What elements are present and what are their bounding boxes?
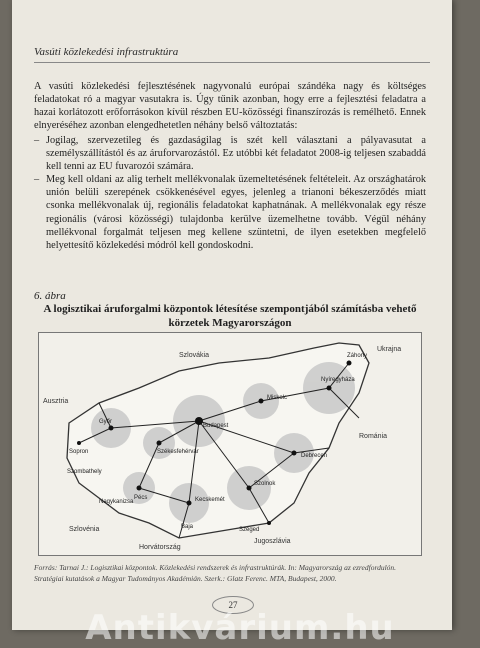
city-label: Budapest (203, 423, 229, 429)
city-label: Záhony (347, 353, 368, 359)
country-label: Szlovákia (179, 352, 209, 359)
page-number: 27 (212, 596, 254, 614)
watermark: Antikvárium.hu (85, 608, 395, 648)
city-label: Debrecen (301, 453, 328, 459)
book-page (12, 0, 452, 630)
city-label: Baja (181, 524, 194, 530)
map-svg (39, 333, 421, 555)
city-label: Nyíregyháza (321, 377, 355, 383)
hungary-map (38, 332, 422, 556)
country-label: Horvátország (139, 544, 181, 551)
figure-label: 6. ábra (34, 290, 66, 302)
city-label: Székesfehérvár (157, 449, 199, 455)
figure-title: A logisztikai áruforgalmi központok létesítése szempontjából számításba vehető körzetek Magyarországon (43, 303, 417, 329)
city-label: Szombathely (67, 469, 102, 475)
city-label: Sopron (69, 449, 89, 455)
city-label: Nagykanizsa (99, 499, 134, 505)
country-label: Románia (359, 433, 388, 440)
bullet-item: – Meg kell oldani az alig terhelt mellékvonalak üzemeltetésének feltételeit. Az országhatárok unión belüli szerepének csökkenésével egyes, jelenleg a trianoni békeszerződés miatt csonka mellékvonalak új, regionális feladatokat kaphatnának. A mellékvonalak egy része regionális (városi közösségi) tulajdonba kerülve üzemelhetne tovább. Végül néhány mellékvonal forgalmát teljesen meg kellene szüntetni, de ilyen esetekben megfelelő helyettesítő közlekedési módról kell gondoskodni. (34, 173, 426, 252)
city-label: Pécs (134, 495, 148, 501)
country-label: Jugoszlávia (254, 538, 291, 545)
city-label: Győr (99, 419, 113, 425)
city-label: Szeged (239, 527, 260, 533)
country-label: Ukrajna (377, 346, 402, 353)
city-label: Szolnok (254, 481, 276, 487)
figure-source: Forrás: Tarnai J.: Logisztikai központok. Közlekedési rendszerek és infrastruktúrák. In: Magyarország az ezredfordulón. Stratégiai kutatások a Magyar Tudományos Akadémián. Szerk.: Glatz Ferenc. MTA, Budapest, 2000. (34, 563, 397, 583)
country-label: Ausztria (43, 398, 69, 405)
bullet-list (34, 134, 426, 252)
country-label: Szlovénia (69, 526, 100, 533)
running-header: Vasúti közlekedési infrastruktúra (34, 46, 179, 58)
paragraph-text: A vasúti közlekedési fejlesztésének nagyvonalú európai szándéka nagy és költséges feladatokat ró a magyar vasutakra is. Úgy tűnik azonban, hogy erre a fejlesztési feladatra a hazai korlátozott erőforrásokon kívül részben EU-közösségi finanszírozás is remélhető. Ennek elnyeréséhez azonban elengedhetetlen néhány belső változtatás: (34, 81, 426, 132)
city-label: Kecskemét (195, 497, 225, 503)
bullet-item: – Jogilag, szervezetileg és gazdaságilag is szét kell választani a pályavasutat a személyszállítástól és az áruforvarozástól. Ez utóbbi két feladatot 2008-ig teljesen szabaddá kell tenni az EU fuvarozói számára. (34, 134, 426, 173)
header-rule (34, 62, 430, 63)
intro-paragraph (34, 80, 426, 132)
city-label: Miskolc (267, 395, 288, 401)
